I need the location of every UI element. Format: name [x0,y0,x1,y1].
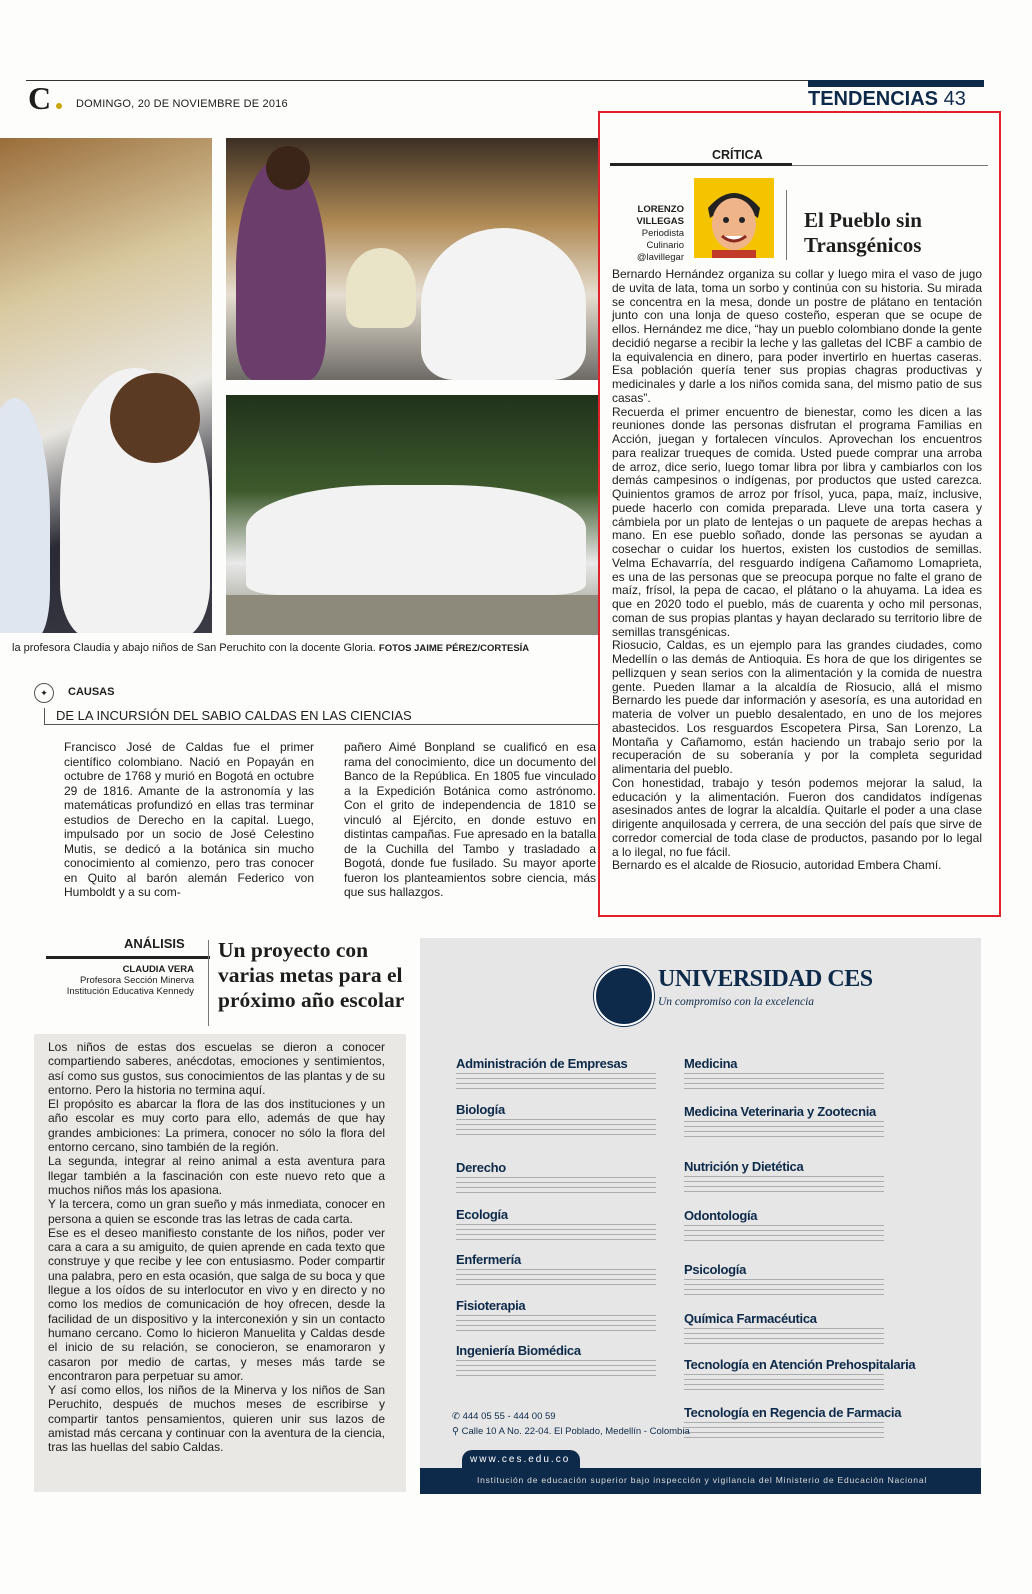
photo-figure-head [266,146,310,190]
photo-ground [226,595,598,635]
ad-tagline: Un compromiso con la excelencia [658,996,815,1008]
article-paragraph: Bernardo Hernández organiza su collar y luego mira el vaso de jugo de uvita de lata, toma un sorbo y continúa con su historia. Su mirada se concentra en la mesa, donde un postre de plátano en tentación junto con una lonja de queso costeño, esperan que se ocupe de ellos. Hernández me dice, “hay un pueblo colombiano donde la gente decidió negarse a recibir la leche y las galletas del ICBF a cambio de la equivalencia en dinero, para poder invertirlo en huertas caseras. Esa población quería tener sus propias chagras productivas y medicinales y darle a los niños comida sana, del mismo patio de sus casas”. [612,267,982,405]
article-paragraph: Riosucio, Caldas, es un ejemplo para las grandes ciudades, como Medellín o las demás de Antioquia. Es hora de que los dirigentes se pellizquen y sean serios con la alimentación y la comida de nuestra gente. Pueden llamar a la alcaldía de Riosucio, allá el mismo Bernardo les puede dar información y asesoría, es una autoridad en materia de volver un pueblo desalentado, en uno de los mejores abastecidos. Los resguardos Escopetera Pirsa, San Lorenzo, La Montaña y Cañamomo, están haciendo un trabajo serio por la recuperación de su soberanía y por la completa seguridad alimentaria del pueblo. [612,638,982,776]
critica-author-block [610,204,684,264]
ad-program: Tecnología en Atención Prehospitalaria [684,1357,974,1390]
author-caricature-avatar [694,178,774,258]
ad-program: Medicina [684,1056,934,1089]
caricature-illustration [694,178,774,258]
author-handle: @lavillegar [636,252,684,263]
analisis-divider [208,940,209,1026]
newspaper-logo: C [28,80,52,116]
photo-crowd [246,485,586,595]
photo-group-children [226,395,598,635]
analisis-author-block [46,964,194,997]
ad-footer-text: Institución de educación superior bajo inspección y vigilancia del Ministerio de Educación Nacional [476,1475,928,1485]
causas-column-1: Francisco José de Caldas fue el primer científico colombiano. Nació en Popayán en octubre de 1768 y murió en Bogotá en octubre 29 de 1816. Amante de la astronomía y las matemáticas profundizó en ellas tras terminar estudios de Derecho en la capital. Luego, impulsado por un socio de José Celestino Mutis, se dedicó a la botánica sin mucho conocimiento al comienzo, pero tras conocer en Quito al barón alemán Federico von Humboldt y a su com- [64,740,314,899]
photo-girls-classroom [0,138,212,633]
article-paragraph: Y así como ellos, los niños de la Minerva y los niños de San Peruchito, después de muchos meses de escribirse y compartir tantos pensamientos, quieren unir sus lazos de amistad más cercana y continuar con la aventura de la ciencia, tras las huellas del sabio Caldas. [48,1383,385,1455]
author-role: Profesora Sección Minerva Institución Educativa Kennedy [66,975,194,997]
analisis-article-body [48,1040,385,1455]
author-name: VILLEGAS [636,216,684,227]
ad-program: Psicología [684,1262,934,1295]
article-paragraph: Y la tercera, como un gran sueño y más inmediata, conocer en persona a quien se esconde tras las letras de cada carta. [48,1197,385,1226]
ad-address: ⚲ Calle 10 A No. 22-04. El Poblado, Medellín - Colombia [452,1426,690,1437]
photo-figure [421,228,586,380]
photo-teacher-with-students [226,138,598,380]
ad-program: Odontología [684,1208,934,1241]
page-number: 43 [943,88,966,110]
ad-program: Medicina Veterinaria y Zootecnia [684,1104,934,1137]
article-paragraph: El propósito es abarcar la flora de las dos instituciones y un año escolar es muy corto para ello, además de que hay grandes ambiciones: La primera, conocer no sólo la flora del entorno cercano, sino también de la región. [48,1097,385,1155]
causas-label: CAUSAS [68,686,115,698]
logo-dot [56,103,62,109]
ad-program: Administración de Empresas [456,1056,706,1089]
analisis-headline: Un proyecto con varias metas para el próximo año escolar [218,938,405,1012]
article-paragraph: Con honestidad, trabajo y tesón podemos mejorar la salud, la educación y la alimentación. Fueron dos candidatos indígenas asesinados antes de lograr la alcaldía. Quitarle el poder a una clase dirigente anquilosada y cerrera, de una sección del país que sirve de corredor comercial de toda clase de productos, pasando por lo legal a lo ilegal, no fue fácil. [612,775,982,859]
ad-phone: ✆ 444 05 55 - 444 00 59 [452,1411,556,1422]
photo-figure [0,398,50,633]
critica-hairline [792,165,988,166]
ad-program: Ingeniería Biomédica [456,1343,706,1376]
critica-headline: El Pueblo sin Transgénicos [804,208,922,257]
ad-brand-name: UNIVERSIDAD CES [658,966,873,992]
critica-rule [610,163,792,166]
analisis-rule [46,956,210,959]
university-seal-logo [594,966,654,1026]
photo-credit: FOTOS JAIME PÉREZ/CORTESÍA [378,643,530,654]
causas-divider [44,708,45,724]
article-paragraph: Recuerda el primer encuentro de bienestar, como les dicen a las reuniones donde las personas disfrutan el programa Familias en Acción, juegan y fortalecen vínculos. Aprovechan los encuentros para realizar trueques de comida. Usted puede comprar una arroba de arroz, dice serio, luego tomar libra por libra y cambiarlos con los demás campesinos o indígenas, por productos que usted carezca. Quinientos gramos de arroz por frísol, yuca, papa, maíz, inclusive, puede hacerlo con comida preparada. Lleve una torta casera y cámbiela por un plato de lentejas o un paquete de arepas hechas a mano. En ese pueblo soñado, donde las personas se ayudan a cosechar o cuidar los huertos, existen los custodios de semillas. Velma Echavarría, del resguardo indígena Cañamomo Lomaprieta, es una de las personas que se preocupa porque no falte el grano de maíz, frísol, la pepa de cacao, el plátano o la ahuyama. La idea es que en 2020 todo el pueblo, más de cuarenta y ocho mil personas, coman de sus propias plantas y hayan declarado su territorio libre de semillas transgénicas. [612,404,982,639]
ad-website: www.ces.edu.co [470,1454,571,1465]
phone-icon: ✆ [452,1411,460,1422]
ad-program: Enfermería [456,1252,706,1285]
ad-program: Química Farmacéutica [684,1311,934,1344]
section-title [808,88,966,111]
article-paragraph: La segunda, integrar al reino animal a esta aventura para llegar también a la fascinación con este nuevo reto que a muchos niños más los apasiona. [48,1154,385,1197]
critica-label: CRÍTICA [712,148,763,162]
article-paragraph: Los niños de estas dos escuelas se dieron a conocer compartiendo saberes, anécdotas, emociones y sentimientos, así como sus gustos, sus conocimientos de las plantas y de su entorno. Pero la historia no termina aquí. [48,1040,385,1097]
critica-article-body [612,268,982,873]
ad-program: Derecho [456,1160,706,1193]
causas-column-2: pañero Aimé Bonpland se cualificó en esa rama del conocimiento, dice un documento del Banco de la República. En 1805 fue vinculado a la Expedición Botánica como astrónomo. Con el grito de independencia de 1810 se vinculó al Ejército, en donde estuvo en distintas campañas. Fue apresado en la batalla de la Cuchilla del Tambo y trasladado a Bogotá, donde fue fusilado. Su mayor aporte fueron los planteamientos sobre ciencia, más que sus hallazgos. [344,740,596,899]
critica-divider [786,190,787,260]
ad-program: Nutrición y Dietética [684,1159,934,1192]
photo-figure-head [110,373,200,463]
author-name: LORENZO [637,204,684,215]
article-paragraph: Bernardo es el alcalde de Riosucio, autoridad Embera Chamí. [612,858,942,873]
causas-rule [44,724,598,725]
photo-figure [236,158,326,380]
issue-date: DOMINGO, 20 DE NOVIEMBRE DE 2016 [76,98,288,110]
ad-program: Biología [456,1102,706,1135]
causas-icon: ✦ [34,683,54,703]
section-name: TENDENCIAS [808,88,939,110]
analisis-label: ANÁLISIS [124,936,185,951]
author-role: Culinario [646,240,684,251]
ad-program: Fisioterapia [456,1298,706,1331]
location-pin-icon: ⚲ [452,1426,459,1437]
photo-leaf-board [346,248,416,328]
causas-title: DE LA INCURSIÓN DEL SABIO CALDAS EN LAS CIENCIAS [56,708,412,723]
author-name: CLAUDIA VERA [122,964,194,975]
section-header-bar [808,80,984,87]
author-role: Periodista [641,228,684,239]
ad-program: Ecología [456,1207,706,1240]
article-paragraph: Ese es el deseo manifiesto constante de los niños, poder ver cara a cara a su amiguito, de quien aprende en cada texto que construye y que recibe y lee con entusiasmo. Poder compartir una palabra, pero en esta ocasión, que salga de su boca y que llegue a los oídos de su interlocutor en vivo y en directo y no como los medios de comunicación de hoy ofrecen, desde la facilidad de un dispositivo y la interconexión y sin un contacto humano cercano. Como lo hicieron Manuelita y Caldas desde el inicio de su relación, se conocieron, se enamoraron y casaron por medio de cartas, y meses más tarde se encontraron para perpetuar su amor. [48,1225,385,1383]
ad-program: Tecnología en Regencia de Farmacia [684,1405,974,1438]
photo-caption: la profesora Claudia y abajo niños de San Peruchito con la docente Gloria. FOTOS JAIME PÉREZ/CORTESÍA [12,642,530,654]
